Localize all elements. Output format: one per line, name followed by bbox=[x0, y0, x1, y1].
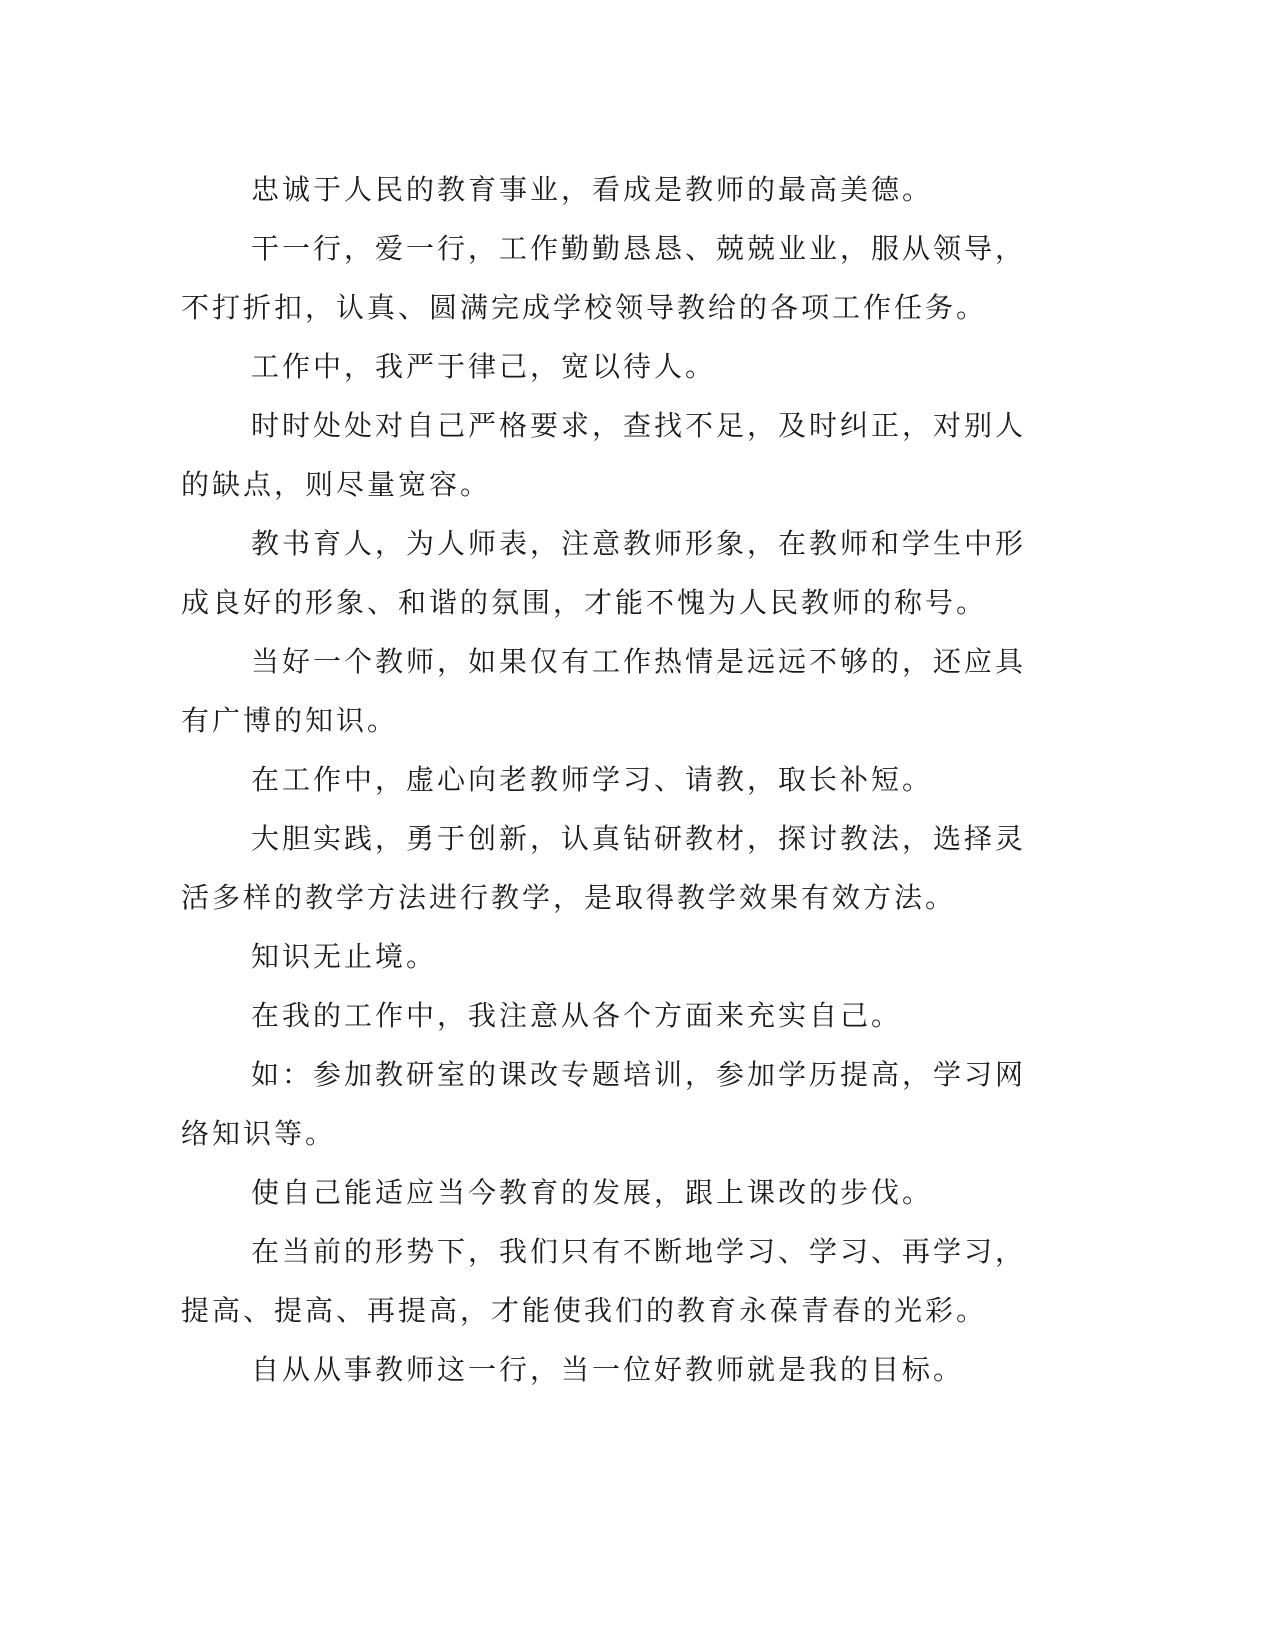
paragraph-5: 教书育人，为人师表，注意教师形象，在教师和学生中形成良好的形象、和谐的氛围，才能不愧为人民教师的称号。 bbox=[181, 527, 1027, 619]
paragraph-7: 在工作中，虚心向老教师学习、请教，取长补短。 bbox=[251, 763, 934, 796]
paragraph-1: 忠诚于人民的教育事业，看成是教师的最高美德。 bbox=[251, 173, 934, 206]
paragraph-8: 大胆实践，勇于创新，认真钻研教材，探讨教法，选择灵活多样的教学方法进行教学，是取得教学效果有效方法。 bbox=[181, 822, 1027, 914]
paragraph-9: 知识无止境。 bbox=[251, 940, 438, 973]
paragraph-10: 在我的工作中，我注意从各个方面来充实自己。 bbox=[251, 999, 903, 1032]
paragraph-4: 时时处处对自己严格要求，查找不足，及时纠正，对别人的缺点，则尽量宽容。 bbox=[181, 409, 1027, 501]
paragraph-11: 如：参加教研室的课改专题培训，参加学历提高，学习网络知识等。 bbox=[181, 1058, 1027, 1150]
paragraph-14: 自从从事教师这一行，当一位好教师就是我的目标。 bbox=[251, 1353, 965, 1386]
paragraph-3: 工作中，我严于律己，宽以待人。 bbox=[251, 350, 717, 383]
document-body bbox=[181, 160, 1026, 1399]
paragraph-12: 使自己能适应当今教育的发展，跟上课改的步伐。 bbox=[251, 1176, 934, 1209]
paragraph-2: 干一行，爱一行，工作勤勤恳恳、兢兢业业，服从领导，不打折扣，认真、圆满完成学校领导教给的各项工作任务。 bbox=[181, 232, 1027, 324]
paragraph-6: 当好一个教师，如果仅有工作热情是远远不够的，还应具有广博的知识。 bbox=[181, 645, 1027, 737]
paragraph-13: 在当前的形势下，我们只有不断地学习、学习、再学习，提高、提高、再提高，才能使我们的教育永葆青春的光彩。 bbox=[181, 1235, 1027, 1327]
